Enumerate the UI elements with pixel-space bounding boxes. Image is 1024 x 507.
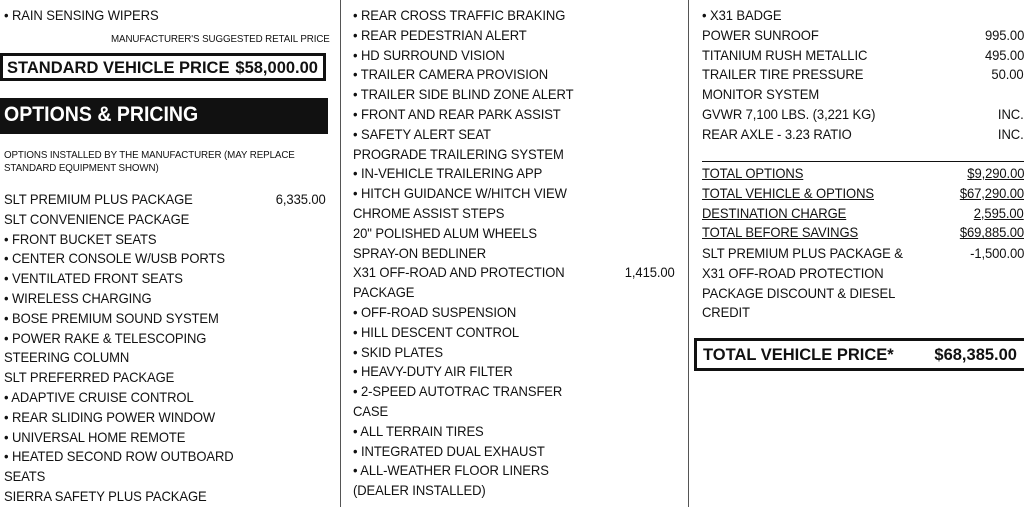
line-item-text: • UNIVERSAL HOME REMOTE (4, 428, 186, 445)
line-item-text: • HITCH GUIDANCE W/HITCH VIEW (353, 185, 567, 202)
total-price-value: $68,385.00 (934, 346, 1017, 364)
column-divider-right (688, 0, 689, 507)
line-item-text: • HD SURROUND VISION (353, 46, 505, 63)
line-item-text: • X31 BADGE (702, 7, 782, 23)
line-item-price: -1,500.00 (969, 245, 1024, 261)
line-item-text: • POWER RAKE & TELESCOPING (4, 329, 207, 346)
line-item-text: • REAR PEDESTRIAN ALERT (353, 26, 527, 43)
line-item-text: • ALL-WEATHER FLOOR LINERS (353, 462, 549, 479)
line-item-text: • SAFETY ALERT SEAT (353, 125, 491, 142)
line-item-text: • WIRELESS CHARGING (4, 290, 152, 306)
msrp-label: MANUFACTURER'S SUGGESTED RETAIL PRICE (111, 33, 330, 45)
totals-rule (702, 161, 1024, 162)
line-item-text: GVWR 7,100 LBS. (3,221 KG) (702, 106, 876, 122)
line-item-text: TRAILER TIRE PRESSURE (702, 66, 864, 83)
line-item-text: • IN-VEHICLE TRAILERING APP (353, 165, 543, 182)
column-divider-left (340, 0, 341, 507)
line-item-price: 6,335.00 (276, 191, 326, 207)
line-item-text: • ADAPTIVE CRUISE CONTROL (4, 389, 194, 405)
line-item-text: • REAR SLIDING POWER WINDOW (4, 408, 216, 425)
line-item-price: 995.00 (984, 26, 1024, 43)
line-item-text: • 2-SPEED AUTOTRAC TRANSFER (353, 383, 563, 400)
line-item-text: PACKAGE (353, 284, 415, 301)
line-item-text: PROGRADE TRAILERING SYSTEM (353, 145, 564, 162)
line-item-text: CHROME ASSIST STEPS (353, 205, 505, 221)
line-item-price: INC. (998, 125, 1024, 142)
line-item-text: X31 OFF-ROAD AND PROTECTION (353, 264, 565, 281)
line-item-price: 50.00 (991, 66, 1024, 83)
line-item-price: 495.00 (984, 46, 1024, 63)
line-item-text: SPRAY-ON BEDLINER (353, 244, 487, 261)
line-item-text: TOTAL OPTIONS (702, 165, 804, 181)
line-item-text: SLT PREFERRED PACKAGE (4, 369, 175, 386)
line-item-text: CREDIT (702, 304, 750, 321)
standard-vehicle-price-box (0, 53, 326, 81)
line-item-text: • HEATED SECOND ROW OUTBOARD (4, 448, 234, 465)
line-item-text: 20" POLISHED ALUM WHEELS (353, 224, 538, 241)
line-item-text: MONITOR SYSTEM (702, 86, 820, 103)
line-item-text: PACKAGE DISCOUNT & DIESEL (702, 284, 896, 301)
line-item-price: $9,290.00 (966, 165, 1024, 181)
line-item-text: SEATS (4, 468, 46, 485)
line-item-price: 2,595.00 (974, 204, 1024, 221)
options-note-line: OPTIONS INSTALLED BY THE MANUFACTURER (MAY REPLACE (4, 149, 295, 161)
standard-price-label: STANDARD VEHICLE PRICE (7, 59, 230, 77)
line-item-text: REAR AXLE - 3.23 RATIO (702, 125, 852, 142)
line-item-text: • HILL DESCENT CONTROL (353, 323, 520, 340)
line-item-text: STEERING COLUMN (4, 349, 130, 366)
standard-price-value: $58,000.00 (235, 59, 318, 77)
line-item-text: SIERRA SAFETY PLUS PACKAGE (4, 488, 207, 504)
line-item-price: INC. (998, 106, 1024, 122)
line-item-text: • OFF-ROAD SUSPENSION (353, 304, 517, 320)
options-note-line: STANDARD EQUIPMENT SHOWN) (4, 162, 159, 174)
options-pricing-header (0, 98, 328, 134)
line-item-text: DESTINATION CHARGE (702, 204, 847, 221)
line-item-text: • REAR CROSS TRAFFIC BRAKING (353, 7, 566, 23)
line-item-text: POWER SUNROOF (702, 26, 819, 43)
line-item-text: CASE (353, 403, 389, 419)
line-item-text: • TRAILER CAMERA PROVISION (353, 66, 549, 83)
line-item-text: SLT PREMIUM PLUS PACKAGE (4, 191, 193, 207)
options-pricing-title: OPTIONS & PRICING (4, 103, 199, 126)
line-item-price: $67,290.00 (959, 184, 1024, 201)
line-item-text: • BOSE PREMIUM SOUND SYSTEM (4, 309, 219, 326)
total-price-label: TOTAL VEHICLE PRICE* (703, 346, 894, 364)
feature-item: • RAIN SENSING WIPERS (4, 7, 159, 23)
line-item-text: • ALL TERRAIN TIRES (353, 422, 484, 439)
line-item-text: TOTAL BEFORE SAVINGS (702, 224, 859, 241)
line-item-text: • FRONT BUCKET SEATS (4, 230, 157, 247)
line-item-text: TOTAL VEHICLE & OPTIONS (702, 184, 874, 201)
line-item-text: • VENTILATED FRONT SEATS (4, 270, 183, 287)
line-item-price: $69,885.00 (959, 224, 1024, 241)
line-item-text: • HEAVY-DUTY AIR FILTER (353, 363, 513, 380)
line-item-text: X31 OFF-ROAD PROTECTION (702, 264, 884, 281)
total-vehicle-price-box (694, 338, 1024, 371)
line-item-text: SLT CONVENIENCE PACKAGE (4, 210, 190, 227)
line-item-text: TITANIUM RUSH METALLIC (702, 46, 868, 63)
line-item-price: 1,415.00 (625, 264, 675, 281)
line-item-text: • CENTER CONSOLE W/USB PORTS (4, 250, 225, 267)
line-item-text: • SKID PLATES (353, 343, 443, 360)
line-item-text: • TRAILER SIDE BLIND ZONE ALERT (353, 86, 574, 103)
line-item-text: • FRONT AND REAR PARK ASSIST (353, 106, 561, 122)
line-item-text: • INTEGRATED DUAL EXHAUST (353, 442, 545, 459)
line-item-text: (DEALER INSTALLED) (353, 482, 486, 499)
line-item-text: SLT PREMIUM PLUS PACKAGE & (702, 245, 903, 261)
